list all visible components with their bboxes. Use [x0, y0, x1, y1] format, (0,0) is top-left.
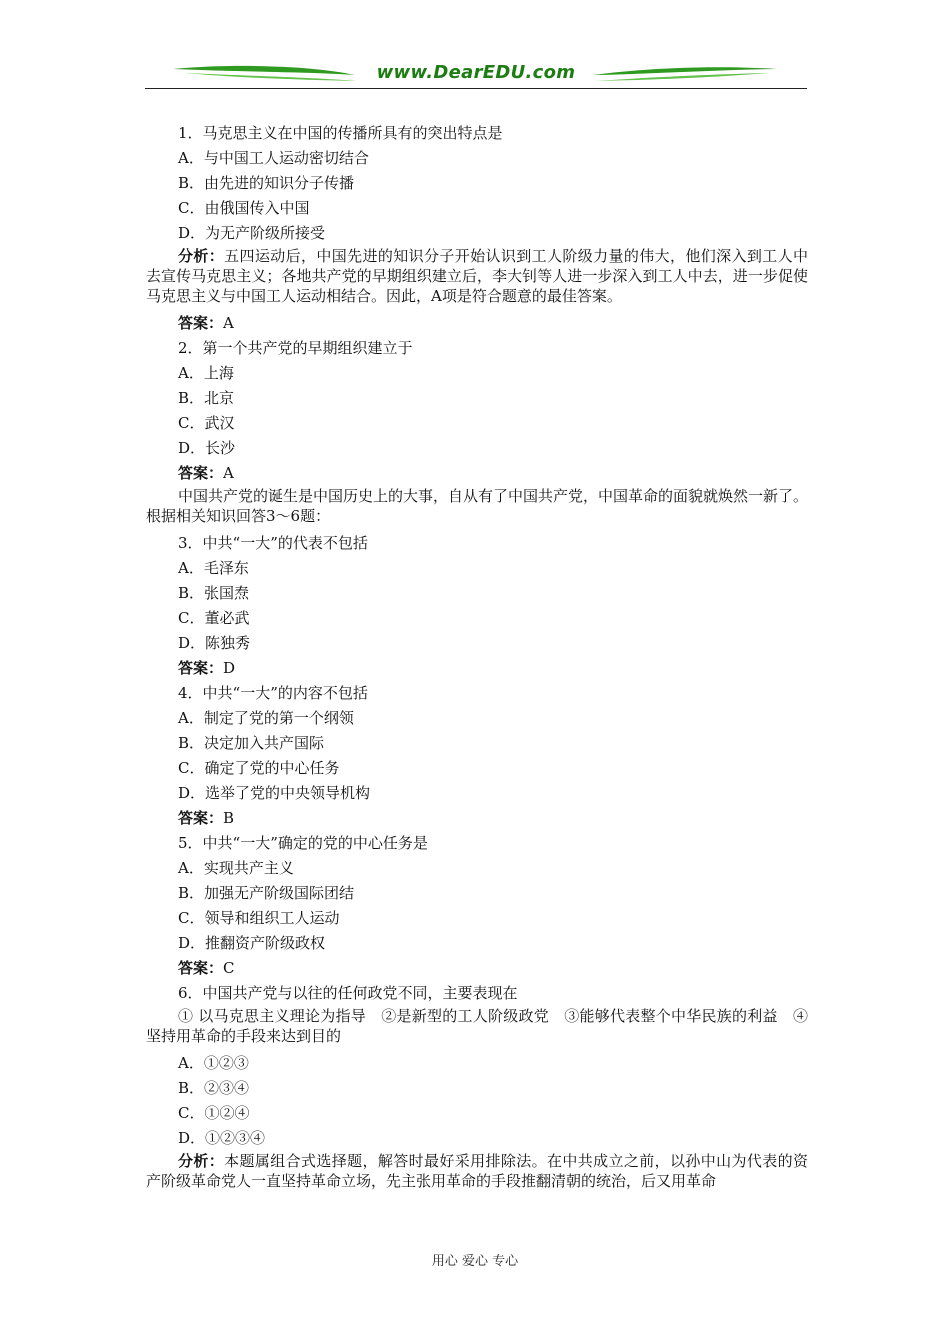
option: D．推翻资产阶级政权 — [178, 934, 326, 952]
option: A．与中国工人运动密切结合 — [178, 149, 369, 167]
question-stem: 6．中国共产党与以往的任何政党不同，主要表现在 — [178, 984, 518, 1002]
analysis-paragraph — [146, 246, 808, 306]
analysis-text: 本题属组合式选择题，解答时最好采用排除法。在中共成立之前，以孙中山为代表的资产阶级革命党人一直坚持革命立场，先主张用革命的手段推翻清朝的统治，后又用革命 — [146, 1152, 808, 1190]
option: B．加强无产阶级国际团结 — [178, 884, 355, 902]
answer-line — [146, 956, 808, 981]
intro-paragraph: 中国共产党的诞生是中国历史上的大事，自从有了中国共产党，中国革命的面貌就焕然一新了。根据相关知识回答3～6题： — [146, 487, 809, 525]
option: C．武汉 — [178, 414, 235, 432]
option: D．选举了党的中央领导机构 — [178, 784, 371, 802]
option: D．①②③④ — [178, 1129, 266, 1147]
analysis-text: 五四运动后，中国先进的知识分子开始认识到工人阶级力量的伟大，他们深入到工人中去宣传马克思主义；各地共产党的早期组织建立后，李大钊等人进一步深入到工人中去，进一步促使马克思主义与中国工人运动相结合。因此，A项是符合题意的最佳答案。 — [146, 247, 808, 305]
answer-value: A — [223, 464, 234, 482]
option: D．为无产阶级所接受 — [178, 224, 326, 242]
answer-line — [146, 656, 808, 681]
site-logo-text: www.DearEDU.com — [376, 62, 576, 83]
question-stem: 5．中共“一大”确定的党的中心任务是 — [178, 834, 428, 852]
header-rule — [145, 88, 807, 89]
option: B．决定加入共产国际 — [178, 734, 325, 752]
page-footer: 用心 爱心 专心 — [431, 1254, 519, 1269]
option: C．由俄国传入中国 — [178, 199, 310, 217]
option: A．实现共产主义 — [178, 859, 294, 877]
answer-line — [146, 311, 808, 336]
answer-label: 答案： — [178, 464, 224, 482]
option: A．制定了党的第一个纲领 — [178, 709, 354, 727]
question-stem: 1．马克思主义在中国的传播所具有的突出特点是 — [178, 124, 503, 142]
option: C．领导和组织工人运动 — [178, 909, 340, 927]
question-stem: 4．中共“一大”的内容不包括 — [178, 684, 368, 702]
answer-value: A — [223, 314, 234, 332]
answer-value: D — [223, 659, 236, 677]
answer-label: 答案： — [178, 809, 224, 827]
analysis-paragraph — [146, 1151, 808, 1191]
option: B．由先进的知识分子传播 — [178, 174, 355, 192]
answer-label: 答案： — [178, 659, 224, 677]
option: C．①②④ — [178, 1104, 250, 1122]
option: B．张国焘 — [178, 584, 250, 602]
option: A．毛泽东 — [178, 559, 249, 577]
answer-line — [146, 461, 808, 486]
numbered-statements: ① 以马克思主义理论为指导 ②是新型的工人阶级政党 ③能够代表整个中华民族的利益 ④坚持用革命的手段来达到目的 — [146, 1007, 808, 1045]
option: B．②③④ — [178, 1079, 250, 1097]
question-stem: 3．中共“一大”的代表不包括 — [178, 534, 368, 552]
document-body — [146, 121, 808, 1196]
analysis-label: 分析： — [178, 1152, 225, 1170]
answer-label: 答案： — [178, 959, 224, 977]
answer-value: B — [223, 809, 235, 827]
question-stem: 2．第一个共产党的早期组织建立于 — [178, 339, 413, 357]
option: D．长沙 — [178, 439, 236, 457]
answer-value: C — [223, 959, 235, 977]
option: C．董必武 — [178, 609, 250, 627]
option: B．北京 — [178, 389, 235, 407]
option: A．上海 — [178, 364, 234, 382]
option: C．确定了党的中心任务 — [178, 759, 340, 777]
option: A．①②③ — [178, 1054, 249, 1072]
option: D．陈独秀 — [178, 634, 251, 652]
answer-line — [146, 806, 808, 831]
analysis-label: 分析： — [178, 247, 225, 265]
answer-label: 答案： — [178, 314, 224, 332]
